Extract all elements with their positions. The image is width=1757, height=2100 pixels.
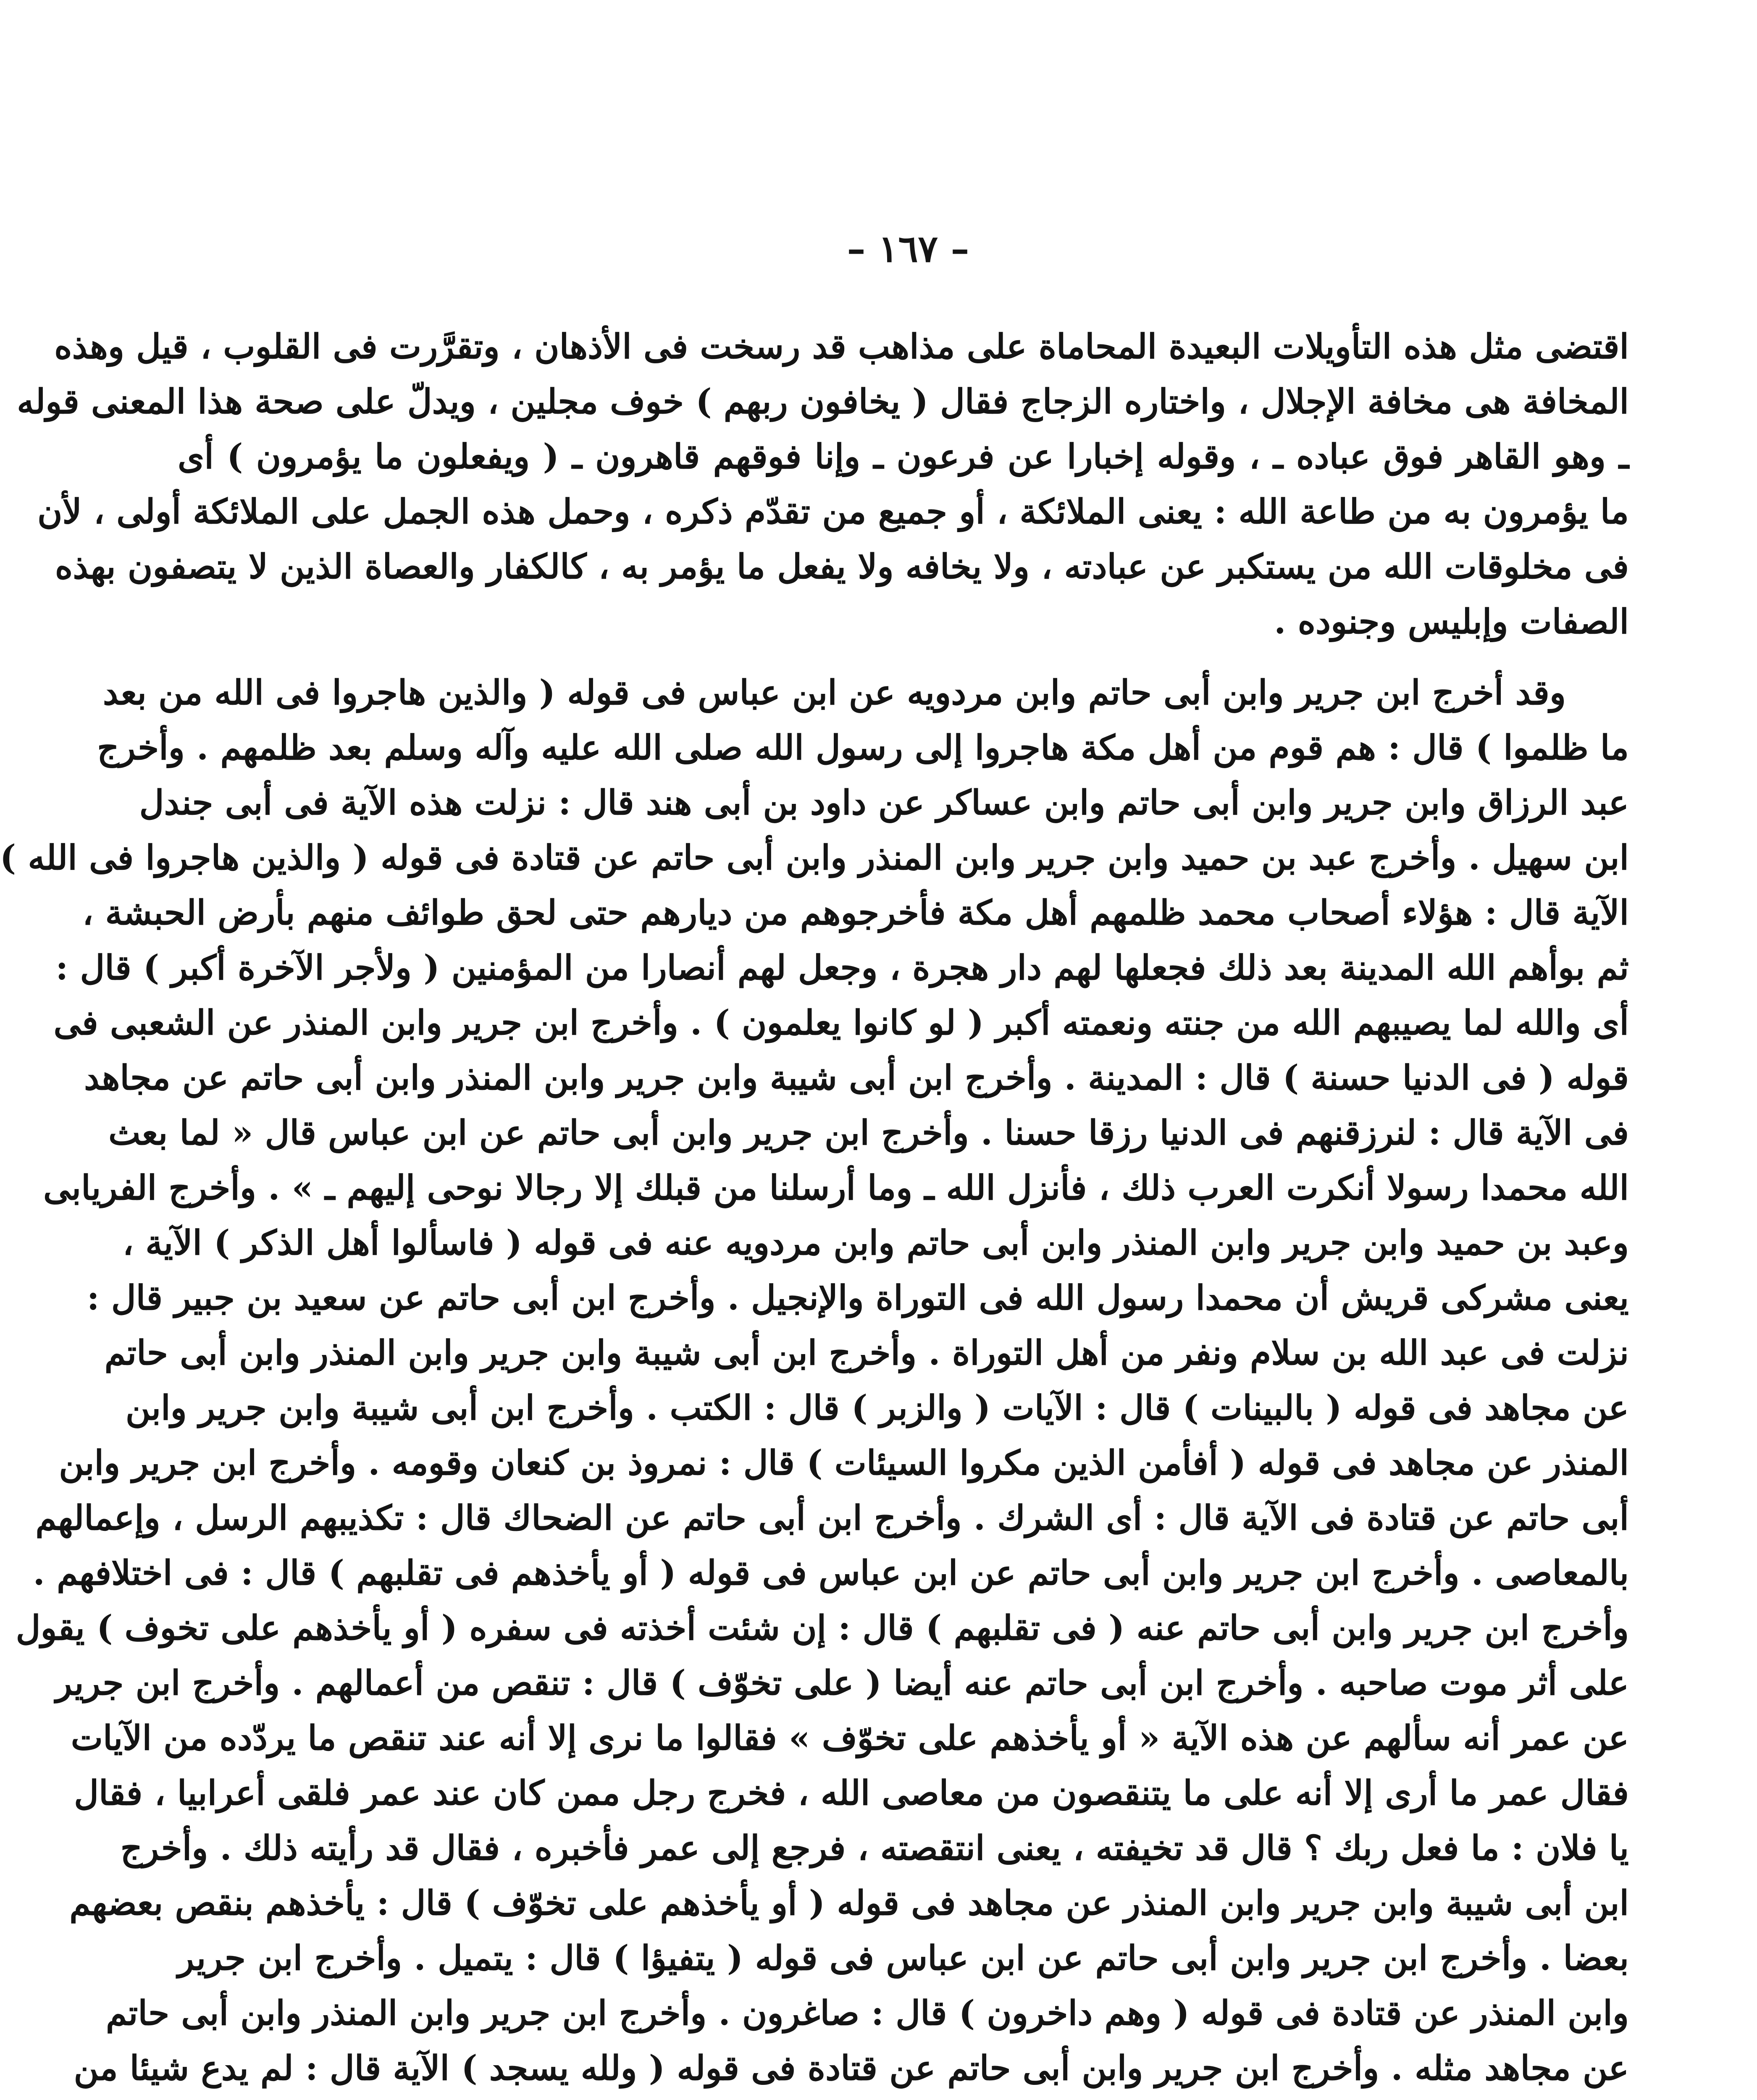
text-line: فى مخلوقات الله من يستكبر عن عبادته ، ولا يخافه ولا يفعل ما يؤمر به ، كالكفار والعصاة الذين لا يتصفون بهذه xyxy=(55,547,1629,587)
text-line: عبد الرزاق وابن جرير وابن أبى حاتم وابن عساكر عن داود بن أبى هند قال : نزلت هذه الآية فى أبى جندل xyxy=(139,783,1629,823)
text-line: نزلت فى عبد الله بن سلام ونفر من أهل التوراة . وأخرج ابن أبى شيبة وابن جرير وابن المنذر وابن أبى حاتم xyxy=(104,1333,1629,1373)
paragraph-1 xyxy=(17,319,1629,649)
text-line: يعنى مشركى قريش أن محمدا رسول الله فى التوراة والإنجيل . وأخرج ابن أبى حاتم عن سعيد بن جبير قال : xyxy=(87,1278,1629,1318)
text-line: يا فلان : ما فعل ربك ؟ قال قد تخيفته ، يعنى انتقصته ، فرجع إلى عمر فأخبره ، فقال قد رأيته ذلك . وأخرج xyxy=(120,1828,1629,1868)
text-line: ثم بوأهم الله المدينة بعد ذلك فجعلها لهم دار هجرة ، وجعل لهم أنصارا من المؤمنين ( ولأجر الآخرة أكبر ) قال : xyxy=(55,948,1629,988)
text-line: وأخرج ابن جرير وابن أبى حاتم عنه ( فى تقلبهم ) قال : إن شئت أخذته فى سفره ( أو يأخذهم على تخوف ) يقول xyxy=(16,1608,1629,1648)
text-line: ما يؤمرون به من طاعة الله : يعنى الملائكة ، أو جميع من تقدّم ذكره ، وحمل هذه الجمل على الملائكة أولى ، لأن xyxy=(37,492,1629,532)
paragraph-2 xyxy=(0,665,1629,1601)
text-line: وعبد بن حميد وابن جرير وابن المنذر وابن أبى حاتم وابن مردويه عنه فى قوله ( فاسألوا أهل الذكر ) الآية ، xyxy=(122,1223,1629,1263)
text-line: المخافة هى مخافة الإجلال ، واختاره الزجاج فقال ( يخافون ربهم ) خوف مجلين ، ويدلّ على صحة هذا المعنى قوله xyxy=(17,382,1629,422)
text-line: أى والله لما يصيبهم الله من جنته ونعمته أكبر ( لو كانوا يعلمون ) . وأخرج ابن جرير وابن المنذر عن الشعبى فى xyxy=(53,1003,1629,1043)
text-line: ابن أبى شيبة وابن جرير وابن المنذر عن مجاهد فى قوله ( أو يأخذهم على تخوّف ) قال : يأخذهم بنقص بعضهم xyxy=(69,1883,1629,1923)
text-line: قوله ( فى الدنيا حسنة ) قال : المدينة . وأخرج ابن أبى شيبة وابن جرير وابن المنذر وابن أبى حاتم عن مجاهد xyxy=(84,1058,1629,1098)
text-line: عن عمر أنه سألهم عن هذه الآية « أو يأخذهم على تخوّف » فقالوا ما نرى إلا أنه عند تنقص ما يردّده من الآيات xyxy=(71,1718,1629,1758)
page-number: – ١٦٧ – xyxy=(847,227,969,270)
text-line: عن مجاهد مثله . وأخرج ابن جرير وابن أبى حاتم عن قتادة فى قوله ( ولله يسجد ) الآية قال : لم يدع شيئا من xyxy=(74,2048,1629,2088)
text-line: على أثر موت صاحبه . وأخرج ابن أبى حاتم عنه أيضا ( على تخوّف ) قال : تنقص من أعمالهم . وأخرج ابن جرير xyxy=(55,1663,1629,1703)
paragraph-3 xyxy=(16,1601,1629,2096)
body-text xyxy=(0,319,1629,2096)
text-line: أبى حاتم عن قتادة فى الآية قال : أى الشرك . وأخرج ابن أبى حاتم عن الضحاك قال : تكذيبهم الرسل ، وإعمالهم xyxy=(35,1498,1629,1538)
text-line: فى الآية قال : لنرزقنهم فى الدنيا رزقا حسنا . وأخرج ابن جرير وابن أبى حاتم عن ابن عباس قال « لما بعث xyxy=(108,1113,1629,1153)
text-line: بعضا . وأخرج ابن جرير وابن أبى حاتم عن ابن عباس فى قوله ( يتفيؤا ) قال : يتميل . وأخرج ابن جرير xyxy=(178,1938,1629,1978)
text-line: الله محمدا رسولا أنكرت العرب ذلك ، فأنزل الله ـ وما أرسلنا من قبلك إلا رجالا نوحى إليهم ـ » . وأخرج الفريابى xyxy=(43,1168,1629,1208)
text-line: الآية قال : هؤلاء أصحاب محمد ظلمهم أهل مكة فأخرجوهم من ديارهم حتى لحق طوائف منهم بأرض الحبشة ، xyxy=(82,893,1629,933)
paragraph-gap xyxy=(178,649,1629,665)
text-line: المنذر عن مجاهد فى قوله ( أفأمن الذين مكروا السيئات ) قال : نمروذ بن كنعان وقومه . وأخرج ابن جرير وابن xyxy=(59,1443,1629,1483)
text-line: عن مجاهد فى قوله ( بالبينات ) قال : الآيات ( والزبر ) قال : الكتب . وأخرج ابن أبى شيبة وابن جرير وابن xyxy=(125,1388,1629,1428)
text-line: اقتضى مثل هذه التأويلات البعيدة المحاماة على مذاهب قد رسخت فى الأذهان ، وتقرَّرت فى القلوب ، قيل وهذه xyxy=(54,327,1629,367)
text-line: بالمعاصى . وأخرج ابن جرير وابن أبى حاتم عن ابن عباس فى قوله ( أو يأخذهم فى تقلبهم ) قال : فى اختلافهم . xyxy=(33,1553,1629,1593)
text-line: وابن المنذر عن قتادة فى قوله ( وهم داخرون ) قال : صاغرون . وأخرج ابن جرير وابن المنذر وابن أبى حاتم xyxy=(105,1993,1629,2033)
text-line: ابن سهيل . وأخرج عبد بن حميد وابن جرير وابن المنذر وابن أبى حاتم عن قتادة فى قوله ( والذين هاجروا فى الله ) xyxy=(0,838,1629,878)
text-line: الصفات وإبليس وجنوده . xyxy=(1274,602,1629,642)
text-line: ـ وهو القاهر فوق عباده ـ ، وقوله إخبارا عن فرعون ـ وإنا فوقهم قاهرون ـ ( ويفعلون ما يؤمرون ) أى xyxy=(178,437,1629,477)
text-line: فقال عمر ما أرى إلا أنه على ما يتنقصون من معاصى الله ، فخرج رجل ممن كان عند عمر فلقى أعرابيا ، فقال xyxy=(74,1773,1629,1813)
text-line: وقد أخرج ابن جرير وابن أبى حاتم وابن مردويه عن ابن عباس فى قوله ( والذين هاجروا فى الله من بعد xyxy=(102,673,1566,713)
text-line: ما ظلموا ) قال : هم قوم من أهل مكة هاجروا إلى رسول الله صلى الله عليه وآله وسلم بعد ظلمهم . وأخرج xyxy=(97,728,1629,768)
